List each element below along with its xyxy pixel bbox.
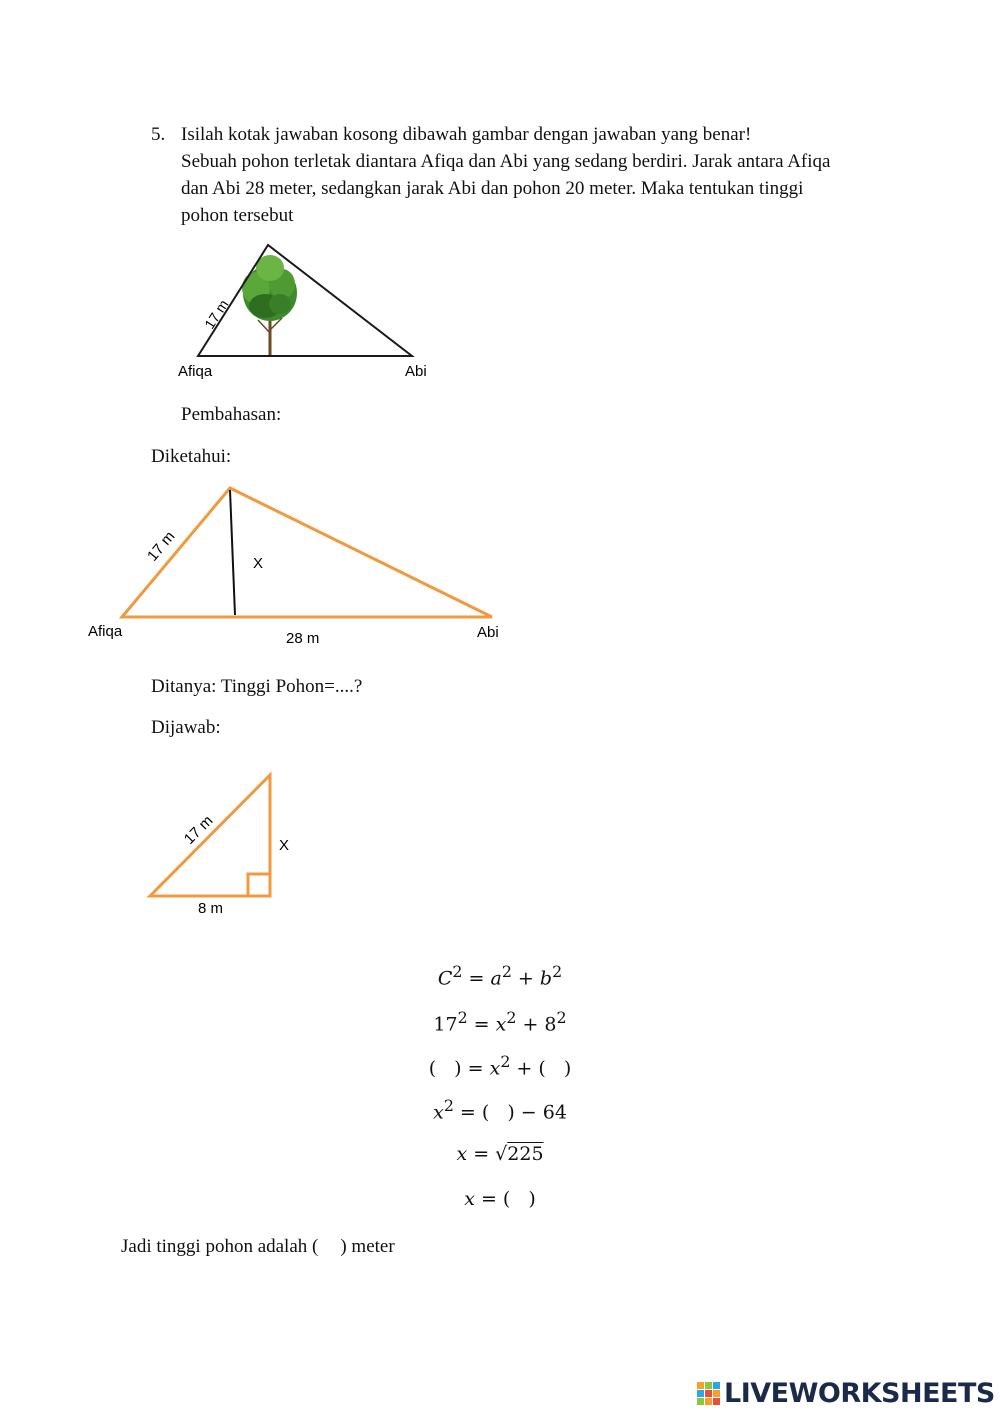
fig1-side-label: 17 m <box>201 296 232 332</box>
answer-box-17-squared[interactable] <box>436 1059 454 1079</box>
fig2-side-label: 17 m <box>144 528 179 565</box>
question-text-line-2: dan Abi 28 meter, sedangkan jarak Abi dan pohon 20 meter. Maka tentukan tinggi <box>181 178 804 199</box>
question-text-line-3: pohon tersebut <box>181 205 294 226</box>
formula-pythagoras: $C^2 = a^2 + b^2$ <box>437 962 563 990</box>
tree-height-line <box>230 490 235 615</box>
conclusion-prefix: Jadi tinggi pohon adalah ( <box>121 1236 319 1257</box>
fig2-right-name: Abi <box>477 624 499 641</box>
fig3-hyp-label: 17 m <box>180 812 217 848</box>
fig3-height-label: X <box>279 837 290 854</box>
tree-triangle-figure <box>170 238 440 388</box>
fig1-right-name: Abi <box>405 363 427 380</box>
liveworksheets-logo <box>697 1378 995 1409</box>
fig2-base-label: 28 m <box>286 630 320 647</box>
tree-icon <box>242 255 297 356</box>
known-triangle-figure <box>80 478 520 653</box>
fig1-left-name: Afiqa <box>178 363 213 380</box>
ditanya-text: Ditanya: Tinggi Pohon=....? <box>151 676 363 697</box>
liveworksheets-text: LIVEWORKSHEETS <box>724 1378 995 1409</box>
conclusion-suffix: ) meter <box>340 1236 395 1257</box>
formula-step-3: $x^2$ = ( ) − 64 <box>433 1096 567 1124</box>
answer-box-x[interactable] <box>510 1190 528 1210</box>
fig2-height-label: X <box>253 555 264 572</box>
conclusion-text <box>121 1233 395 1260</box>
pembahasan-heading: Pembahasan: <box>181 404 282 425</box>
answer-box-height[interactable] <box>318 1238 340 1258</box>
question-text-line-1: Sebuah pohon terletak diantara Afiqa dan Abi yang sedang berdiri. Jarak antara Afiqa <box>181 151 831 172</box>
formula-step-4: x = √225 <box>456 1143 544 1165</box>
liveworksheets-grid-icon <box>697 1382 721 1406</box>
answer-box-subtraction[interactable] <box>489 1103 507 1123</box>
question-instruction: Isilah kotak jawaban kosong dibawah gambar dengan jawaban yang benar! <box>181 124 752 145</box>
dijawab-heading: Dijawab: <box>151 717 221 738</box>
diketahui-heading: Diketahui: <box>151 446 232 467</box>
formula-step-5: x = ( ) <box>464 1188 536 1210</box>
question-number: 5. <box>151 124 166 145</box>
right-triangle-figure <box>140 765 320 925</box>
right-angle-marker <box>248 874 270 896</box>
formula-step-2: ( ) = $x^2$ + ( ) <box>428 1052 572 1080</box>
fig2-left-name: Afiqa <box>88 623 123 640</box>
answer-box-8-squared[interactable] <box>546 1059 564 1079</box>
formula-step-1: $17^2 = x^2 + 8^2$ <box>433 1008 567 1036</box>
fig3-base-label: 8 m <box>198 900 224 917</box>
